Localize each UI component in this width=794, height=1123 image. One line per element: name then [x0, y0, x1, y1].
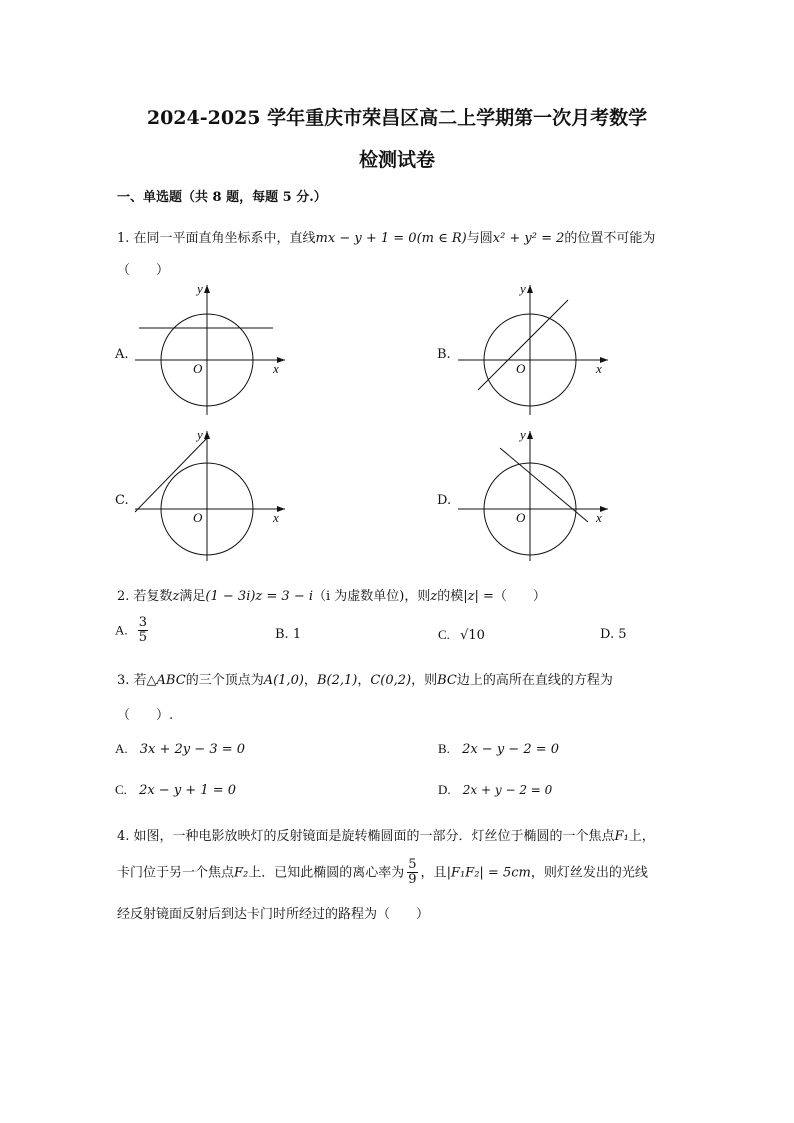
q4-line-1-end: 上，	[628, 829, 655, 844]
q4-eccentricity-fraction	[407, 858, 417, 888]
axis-x-label: x	[273, 510, 279, 525]
q1-option-a-label: A.	[115, 347, 129, 362]
origin-label: O	[516, 361, 526, 376]
fraction-numerator: 3	[138, 615, 148, 630]
q4-line-2-text: 卡门位于另一个焦点	[117, 865, 235, 881]
axis-y-label: y	[197, 281, 203, 296]
q4-line-2-and: ，且	[420, 865, 447, 881]
title-line-2: 检测试卷	[358, 149, 435, 171]
q3-option-b-label: B.	[438, 741, 450, 756]
q1-stem-a: 1. 在同一平面直角坐标系中，直线	[117, 231, 316, 246]
q2-option-c-value: √10	[460, 628, 485, 643]
origin-label: O	[193, 510, 203, 525]
q2-stem-a: 2. 若复数	[117, 589, 173, 604]
q2-option-d: D. 5	[600, 627, 627, 642]
axis-x-label: x	[273, 361, 279, 376]
origin-label: O	[516, 510, 526, 525]
q1-figure-c	[125, 426, 295, 570]
q1-option-b-label: B.	[437, 347, 451, 362]
q4-focal-distance: |F₁F₂| = 5cm	[446, 865, 531, 881]
q2-modulus: |z| =	[463, 589, 494, 604]
q3-point-c: C(0,2)	[370, 673, 412, 688]
q4-line-2	[117, 858, 648, 888]
q2-equation: (1 − 3i)z = 3 − i	[205, 589, 314, 604]
fraction-numerator: 5	[408, 857, 417, 872]
section-heading: 一、单选题（共 8 题，每题 5 分.）	[117, 190, 327, 205]
q4-f1: F₁	[614, 829, 629, 844]
fraction-denominator: 9	[408, 872, 417, 888]
q3-point-b: B(2,1)	[316, 673, 358, 688]
q3-stem: 3. 若△ABC的三个顶点为A(1,0)，B(2,1)，C(0,2)，则BC边上的高所在直线的方程为	[117, 673, 613, 688]
q2-option-a-label: A.	[115, 622, 128, 638]
q1-figure-d	[448, 426, 618, 570]
q3-stem-c: ，则	[411, 673, 438, 688]
q4-f2: F₂	[234, 865, 249, 881]
q3-bc: BC	[437, 673, 457, 688]
q2-option-c	[438, 627, 485, 643]
q3-option-b	[438, 741, 559, 757]
q2-option-a	[115, 616, 148, 646]
fraction-denominator: 5	[138, 630, 148, 646]
q3-option-a	[115, 741, 245, 757]
q3-point-a: A(1,0)	[263, 673, 304, 688]
q3-stem-a: 3. 若△	[117, 673, 157, 688]
q2-paren: （ ）	[493, 589, 546, 604]
q3-option-a-value: 3x + 2y − 3 = 0	[139, 742, 246, 757]
q4-line-1-text: 4. 如图，一种电影放映灯的反射镜面是旋转椭圆面的一部分．灯丝位于椭圆的一个焦点	[117, 829, 615, 844]
q1-paren: （ ）	[117, 263, 170, 278]
q3-option-d-label: D.	[438, 782, 451, 797]
q3-option-c	[115, 782, 236, 798]
title-line-1: 2024-2025 学年重庆市荣昌区高二上学期第一次月考数学	[146, 107, 648, 129]
origin-label: O	[193, 361, 203, 376]
axis-x-label: x	[596, 510, 602, 525]
q1-figure-a	[125, 280, 295, 424]
q2-option-a-fraction	[138, 616, 148, 646]
axis-y-label: y	[520, 281, 526, 296]
q3-option-a-label: A.	[115, 741, 128, 756]
q1-option-c-label: C.	[115, 493, 129, 508]
q3-option-d-value: 2x + y − 2 = 0	[462, 783, 553, 797]
q3-option-d	[438, 782, 552, 798]
q2-stem-c: （i 为虚数单位)，则	[313, 589, 431, 604]
q1-option-d-label: D.	[437, 493, 452, 508]
q2-stem-d: 的模	[437, 589, 464, 604]
q3-stem-d: 边上的高所在直线的方程为	[456, 673, 613, 688]
q2-option-b: B. 1	[275, 627, 302, 642]
q3-option-c-value: 2x − y + 1 = 0	[139, 783, 237, 798]
q2-z: z	[172, 589, 180, 604]
q2-z-2: z	[430, 589, 438, 604]
q2-option-c-label: C.	[438, 627, 450, 642]
q1-stem-c: 的位置不可能为	[564, 231, 656, 246]
q1-line-equation: mx − y + 1 = 0(m ∈ R)	[315, 231, 467, 246]
q4-line-2-end: ，则灯丝发出的光线	[530, 865, 648, 881]
q4-line-1	[117, 825, 655, 844]
q3-triangle: ABC	[156, 673, 186, 688]
q3-stem-b: 的三个顶点为	[185, 673, 264, 688]
q3-paren: （ ）.	[117, 708, 174, 723]
q1-stem-b: 与圆	[466, 231, 493, 246]
q4-line-3: 经反射镜面反射后到达卡门时所经过的路程为（ ）	[117, 907, 430, 922]
axis-y-label: y	[520, 427, 526, 442]
q3-option-b-value: 2x − y − 2 = 0	[462, 742, 560, 757]
q4-line-2-mid: 上．已知此椭圆的离心率为	[248, 865, 405, 881]
q1-stem	[117, 227, 655, 246]
q1-circle-equation: x² + y² = 2	[492, 231, 565, 246]
q3-option-c-label: C.	[115, 782, 127, 797]
axis-y-label: y	[197, 427, 203, 442]
q2-stem-b: 满足	[179, 589, 206, 604]
q2-stem	[117, 585, 546, 604]
axis-x-label: x	[596, 361, 602, 376]
q1-figure-b	[448, 280, 618, 424]
